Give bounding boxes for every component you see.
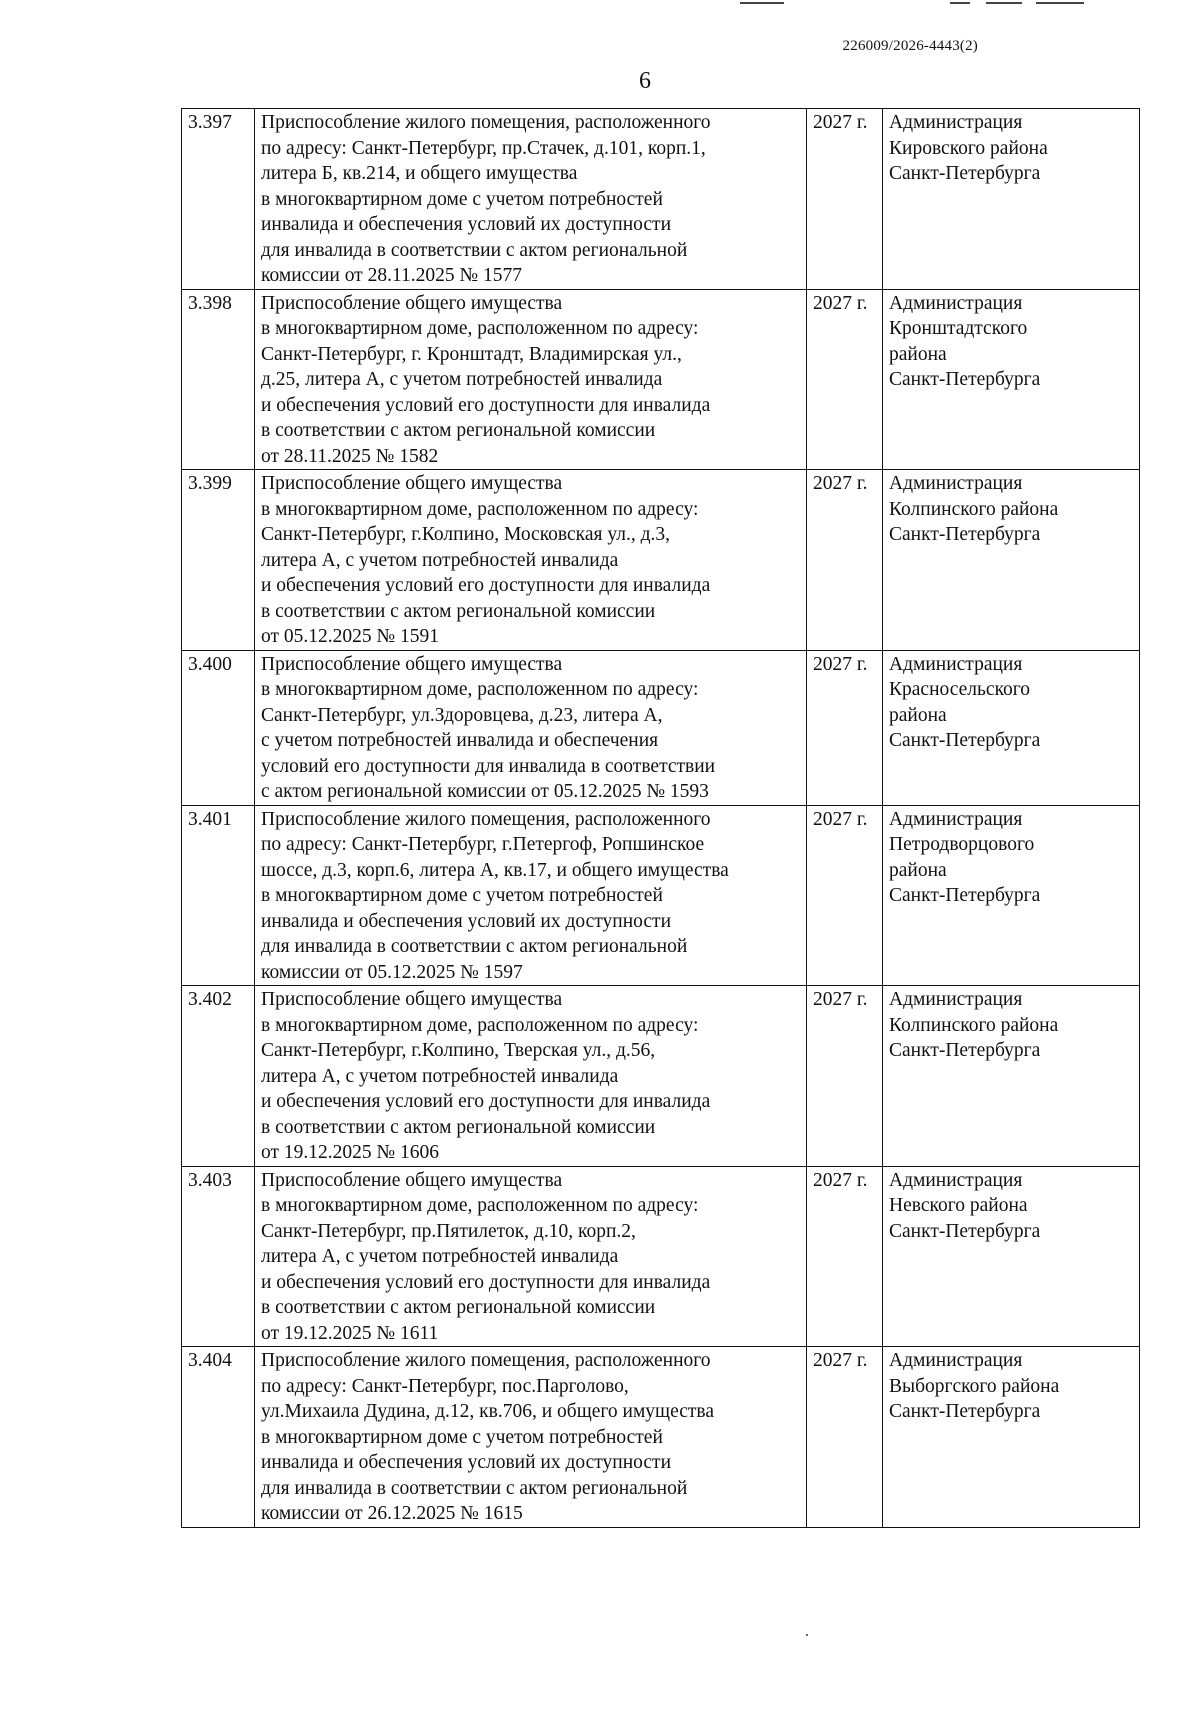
description-line: инвалида и обеспечения условий их доступности	[261, 910, 672, 932]
administration-line: Колпинского района	[889, 1014, 1059, 1036]
row-number: 3.398	[182, 289, 255, 470]
scan-marks	[740, 0, 1120, 6]
table-row	[182, 805, 1140, 986]
row-description	[255, 1166, 807, 1347]
description-line: литера А, с учетом потребностей инвалида	[261, 1246, 619, 1267]
row-year: 2027 г.	[807, 289, 883, 470]
description-line: шоссе, д.3, корп.6, литера А, кв.17, и общего имущества	[261, 859, 729, 881]
administration-line: Администрация	[889, 1350, 1023, 1371]
scan-speck	[806, 1634, 808, 1636]
row-administration	[883, 986, 1140, 1167]
table-row	[182, 289, 1140, 470]
description-line: от 28.11.2025 № 1582	[261, 445, 439, 467]
administration-line: района	[889, 704, 947, 726]
row-administration	[883, 650, 1140, 805]
administration-line: Санкт-Петербурга	[889, 524, 1041, 545]
description-line: условий его доступности для инвалида в соответствии	[261, 755, 716, 777]
description-line: в многоквартирном доме, расположенном по адресу:	[261, 1014, 699, 1036]
row-number: 3.404	[182, 1347, 255, 1528]
description-line: в многоквартирном доме, расположенном по адресу:	[261, 1195, 699, 1216]
row-number: 3.403	[182, 1166, 255, 1347]
row-administration	[883, 109, 1140, 290]
description-line: в соответствии с актом региональной комиссии	[261, 1116, 656, 1138]
description-line: Приспособление жилого помещения, расположенного	[261, 808, 711, 830]
administration-line: Администрация	[889, 292, 1023, 314]
description-line: и обеспечения условий его доступности для инвалида	[261, 1091, 711, 1112]
description-line: с актом региональной комиссии от 05.12.2025 № 1593	[261, 781, 709, 802]
row-year: 2027 г.	[807, 650, 883, 805]
description-line: от 19.12.2025 № 1606	[261, 1142, 439, 1163]
administration-line: Колпинского района	[889, 498, 1059, 520]
administration-line: Кировского района	[889, 137, 1048, 159]
row-year: 2027 г.	[807, 986, 883, 1167]
description-line: в соответствии с актом региональной комиссии	[261, 420, 656, 441]
description-line: для инвалида в соответствии с актом региональной	[261, 239, 688, 261]
row-number: 3.399	[182, 470, 255, 651]
administration-line: Санкт-Петербурга	[889, 1401, 1041, 1422]
description-line: от 05.12.2025 № 1591	[261, 626, 439, 647]
description-line: Приспособление жилого помещения, расположенного	[261, 112, 711, 133]
description-line: в многоквартирном доме с учетом потребностей	[261, 1426, 663, 1448]
description-line: и обеспечения условий его доступности для инвалида	[261, 394, 711, 416]
description-line: литера Б, кв.214, и общего имущества	[261, 163, 578, 184]
row-description	[255, 109, 807, 290]
administration-line: Администрация	[889, 112, 1023, 133]
row-description	[255, 650, 807, 805]
description-line: Приспособление общего имущества	[261, 989, 563, 1010]
administration-line: Санкт-Петербурга	[889, 1040, 1041, 1061]
administration-line: Администрация	[889, 473, 1023, 494]
description-line: Санкт-Петербург, г.Колпино, Московская ул., д.3,	[261, 524, 671, 545]
description-line: в многоквартирном доме, расположенном по адресу:	[261, 498, 699, 520]
administration-line: Петродворцового	[889, 834, 1035, 855]
administration-line: Санкт-Петербурга	[889, 730, 1041, 751]
table-row	[182, 650, 1140, 805]
description-line: Санкт-Петербург, г. Кронштадт, Владимирская ул.,	[261, 343, 682, 365]
row-number: 3.401	[182, 805, 255, 986]
description-line: от 19.12.2025 № 1611	[261, 1322, 439, 1344]
row-administration	[883, 289, 1140, 470]
row-number: 3.397	[182, 109, 255, 290]
row-administration	[883, 805, 1140, 986]
description-line: д.25, литера А, с учетом потребностей инвалида	[261, 369, 663, 390]
row-description	[255, 986, 807, 1167]
administration-line: Администрация	[889, 808, 1023, 830]
row-administration	[883, 1347, 1140, 1528]
table-row	[182, 986, 1140, 1167]
table-row	[182, 1347, 1140, 1528]
row-administration	[883, 1166, 1140, 1347]
row-administration	[883, 470, 1140, 651]
administration-line: района	[889, 859, 947, 881]
description-line: Приспособление жилого помещения, расположенного	[261, 1350, 711, 1371]
description-line: Санкт-Петербург, г.Колпино, Тверская ул., д.56,	[261, 1040, 656, 1061]
description-line: и обеспечения условий его доступности для инвалида	[261, 1271, 711, 1293]
administration-line: Красносельского	[889, 679, 1031, 700]
table-row	[182, 109, 1140, 290]
description-line: в многоквартирном доме с учетом потребностей	[261, 885, 663, 906]
description-line: инвалида и обеспечения условий их доступности	[261, 214, 672, 235]
description-line: для инвалида в соответствии с актом региональной	[261, 1477, 688, 1499]
description-line: литера А, с учетом потребностей инвалида	[261, 549, 619, 571]
row-description	[255, 805, 807, 986]
description-line: в соответствии с актом региональной комиссии	[261, 1297, 656, 1318]
administration-line: Санкт-Петербурга	[889, 1220, 1041, 1242]
table-row	[182, 1166, 1140, 1347]
row-description	[255, 470, 807, 651]
description-line: комиссии от 28.11.2025 № 1577	[261, 265, 522, 286]
description-line: Приспособление общего имущества	[261, 1169, 563, 1191]
administration-line: Выборгского района	[889, 1375, 1060, 1397]
description-line: комиссии от 05.12.2025 № 1597	[261, 961, 523, 983]
administration-line: Администрация	[889, 1169, 1023, 1191]
administration-line: Санкт-Петербурга	[889, 163, 1041, 184]
document-number: 226009/2026-4443(2)	[842, 38, 978, 54]
description-line: Приспособление общего имущества	[261, 292, 563, 314]
row-year: 2027 г.	[807, 805, 883, 986]
description-line: Приспособление общего имущества	[261, 473, 563, 494]
description-line: в многоквартирном доме с учетом потребностей	[261, 188, 663, 210]
description-line: Санкт-Петербург, ул.Здоровцева, д.23, литера А,	[261, 704, 663, 726]
description-line: в многоквартирном доме, расположенном по адресу:	[261, 318, 699, 339]
description-line: по адресу: Санкт-Петербург, г.Петергоф, Ропшинское	[261, 834, 705, 855]
description-line: инвалида и обеспечения условий их доступности	[261, 1452, 672, 1473]
administration-line: Кронштадтского	[889, 318, 1028, 339]
description-line: Приспособление общего имущества	[261, 653, 563, 675]
administration-line: Санкт-Петербурга	[889, 885, 1041, 906]
registry-table	[181, 108, 1140, 1528]
description-line: и обеспечения условий его доступности для инвалида	[261, 575, 711, 596]
description-line: в соответствии с актом региональной комиссии	[261, 600, 656, 622]
registry-table-body	[182, 109, 1140, 1528]
row-number: 3.402	[182, 986, 255, 1167]
description-line: Санкт-Петербург, пр.Пятилеток, д.10, корп.2,	[261, 1220, 636, 1242]
description-line: ул.Михаила Дудина, д.12, кв.706, и общего имущества	[261, 1401, 714, 1422]
row-year: 2027 г.	[807, 1166, 883, 1347]
administration-line: Невского района	[889, 1195, 1028, 1216]
description-line: с учетом потребностей инвалида и обеспечения	[261, 730, 659, 751]
administration-line: района	[889, 343, 947, 365]
row-description	[255, 289, 807, 470]
row-year: 2027 г.	[807, 1347, 883, 1528]
description-line: литера А, с учетом потребностей инвалида	[261, 1065, 619, 1087]
administration-line: Администрация	[889, 653, 1023, 675]
description-line: для инвалида в соответствии с актом региональной	[261, 936, 688, 957]
row-year: 2027 г.	[807, 109, 883, 290]
row-number: 3.400	[182, 650, 255, 805]
page-number: 6	[639, 68, 651, 94]
row-year: 2027 г.	[807, 470, 883, 651]
description-line: по адресу: Санкт-Петербург, пр.Стачек, д.101, корп.1,	[261, 137, 706, 159]
description-line: комиссии от 26.12.2025 № 1615	[261, 1503, 523, 1524]
table-row	[182, 470, 1140, 651]
description-line: в многоквартирном доме, расположенном по адресу:	[261, 679, 699, 700]
row-description	[255, 1347, 807, 1528]
description-line: по адресу: Санкт-Петербург, пос.Парголово,	[261, 1375, 629, 1397]
administration-line: Администрация	[889, 989, 1023, 1010]
administration-line: Санкт-Петербурга	[889, 369, 1041, 390]
